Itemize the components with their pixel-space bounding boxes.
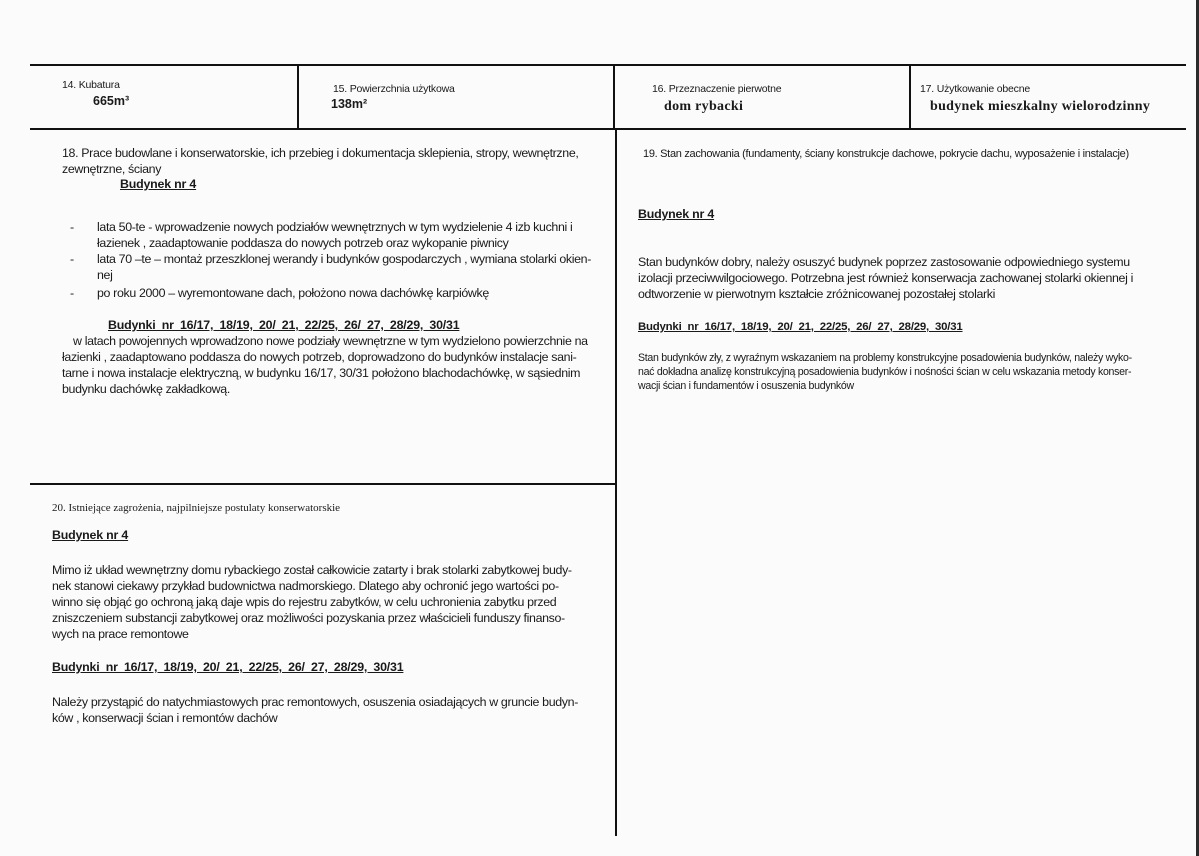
section-20-para1-line: nek stanowi ciekawy przykład budownictwa nadmorskiego. Dlatego aby ochronić jego wartości po- [52,579,559,593]
header-divider-2 [613,64,615,130]
section-19-para2-line: wacji ścian i fundamentów i osuszenia budynków [638,380,854,392]
table-top-rule [30,64,1186,66]
section-19-heading-budynek-4: Budynek nr 4 [638,207,715,221]
section-19-heading-budynki: Budynki nr 16/17, 18/19, 20/ 21, 22/25, 26/ 27, 28/29, 30/31 [638,321,963,333]
powierzchnia-value: 138m² [331,97,368,111]
powierzchnia-label: 15. Powierzchnia użytkowa [333,83,455,95]
header-divider-1 [297,64,299,130]
section-20-para1-line: winno się objąć go ochroną jaką daje wpis do rejestru zabytków, w celu uchronienia zabytku przed [52,595,557,609]
przeznaczenie-label: 16. Przeznaczenie pierwotne [652,83,782,95]
section-18-heading-budynki: Budynki nr 16/17, 18/19, 20/ 21, 22/25, 26/ 27, 28/29, 30/31 [108,318,460,332]
section-18-para-line: budynku dachówkę zakładkową. [62,382,230,396]
section-18-title-line1: 18. Prace budowlane i konserwatorskie, ich przebieg i dokumentacja sklepienia, stropy, wewnętrzne, [62,146,579,160]
section-20-para2-line: ków , konserwacji ścian i remontów dachów [52,711,278,725]
section-19-title: 19. Stan zachowania (fundamenty, ściany konstrukcje dachowe, pokrycie dachu, wyposażenie i instalacje) [643,148,1129,160]
section-18-para-line: łazienki , zaadaptowano poddasza do nowych potrzeb, doprowadzono do budynków instalacje sani- [62,350,577,364]
section-20-para2-line: Należy przystąpić do natychmiastowych prac remontowych, osuszenia osiadających w gruncie budyn- [52,695,578,709]
section-20-heading-budynek-4: Budynek nr 4 [52,528,129,542]
kubatura-value: 665m³ [93,94,130,108]
section-20-para1-line: wych na prace remontowe [52,627,189,641]
section-18-20-rule [30,483,616,485]
section-19-para2-line: Stan budynków zły, z wyraźnym wskazaniem na problemy konstrukcyjne posadowienia budynków, należy wyko- [638,352,1132,364]
section-19-para1-line: odtworzenie w pierwotnym kształcie zróżnicowanej pozostałej stolarki [638,287,996,301]
section-18-para-line: w latach powojennych wprowadzono nowe podziały wewnętrzne w tym wydzielono powierzchnie na [73,334,588,348]
section-19-para1-line: Stan budynków dobry, należy osuszyć budynek poprzez zastosowanie odpowiedniego systemu [638,255,1130,269]
kubatura-label: 14. Kubatura [62,79,120,91]
uzytkowanie-value: budynek mieszkalny wielorodzinny [930,99,1151,114]
uzytkowanie-label: 17. Użytkowanie obecne [920,83,1031,95]
przeznaczenie-value: dom rybacki [664,99,744,114]
main-column-divider [615,128,617,836]
section-20-para1-line: zniszczeniem substancji zabytkowej oraz możliwości pozyskania przez właścicieli funduszy finanso- [52,611,565,625]
header-divider-3 [909,64,911,130]
section-18-title-line2: zewnętrzne, ściany [62,162,162,176]
section-20-heading-budynki: Budynki nr 16/17, 18/19, 20/ 21, 22/25, 26/ 27, 28/29, 30/31 [52,660,404,674]
section-18-heading-budynek-4: Budynek nr 4 [120,177,197,191]
section-18-para-line: tarne i nowa instalacje elektryczną, w budynku 16/17, 30/31 położono blachodachówkę, w sąsiednim [62,366,581,380]
header-bottom-rule [30,128,1186,130]
section-20-title: 20. Istniejące zagrożenia, najpilniejsze postulaty konserwatorskie [52,502,341,514]
section-19-para1-line: izolacji przeciwwilgociowego. Potrzebna jest również konserwacja zachowanej stolarki okiennej i [638,271,1133,285]
section-19-para2-line: nać dokładna analizę konstrukcyjną posadowienia budynków i nośności ścian w celu wskazania metody konser- [638,366,1132,378]
document-page: 14. Kubatura 665m³ 15. Powierzchnia użytkowa 138m² 16. Przeznaczenie pierwotne dom rybacki 17. Użytkowanie obecne budynek mieszkalny wielorodzinny 18. Prace budowlane i konserwatorskie, ich przebieg i dokumentacja sklepienia, stropy, wewnętrzne, zewnętrzne, ściany Budynek nr 4 - lata 50-te - wprowadzenie nowych podziałów wewnętrznych w tym wydzielenie 4 izb kuchni i łazienek , zaadaptowanie poddasza do nowych potrzeb oraz wykopanie piwnicy - lata 70 –te – montaż przeszklonej werandy i budynków gospodarczych , wymiana stolarki okien- nej - po roku 2000 – wyremontowane dach, położono nowa dachówkę karpiówkę Budynki nr 16/17, 18/19, 20/ 21, 22/25, 26/ 27, 28/29, 30/31 w latach powojennych wprowadzono nowe podziały wewnętrzne w tym wydzielono powierzchnie na łazienki , zaadaptowano poddasza do nowych potrzeb, doprowadzono do budynków instalacje sani- tarne i nowa instalacje elektryczną, w budynku 16/17, 30/31 położono blachodachówkę, w sąsiednim budynku dachówkę zakładkową. 19. Stan zachowania (fundamenty, ściany konstrukcje dachowe, pokrycie dachu, wyposażenie i instalacje) Budynek nr 4 Stan budynków dobry, należy osuszyć budynek poprzez zastosowanie odpowiedniego systemu izolacji przeciwwilgociowego. Potrzebna jest również konserwacja zachowanej stolarki okiennej i odtworzenie w pierwotnym kształcie zróżnicowanej pozostałej stolarki Budynki nr 16/17, 18/19, 20/ 21, 22/25, 26/ 27, 28/29, 30/31 Stan budynków zły, z wyraźnym wskazaniem na problemy konstrukcyjne posadowienia budynków, należy wyko- nać dokładna analizę konstrukcyjną posadowienia budynków i nośności ścian w celu wskazania metody konser- wacji ścian i fundamentów i osuszenia budynków 20. Istniejące zagrożenia, najpilniejsze postulaty konserwatorskie Budynek nr 4 Mimo iż układ wewnętrzny domu rybackiego został całkowicie zatarty i brak stolarki zabytkowej budy- nek stanowi ciekawy przykład budownictwa nadmorskiego. Dlatego aby ochronić jego wartości po- winno się objąć go ochroną jaką daje wpis do rejestru zabytków, w celu uchronienia zabytku przed zniszczeniem substancji zabytkowej oraz możliwości pozyskania przez właścicieli funduszy finanso- wych na prace remontowe Budynki nr 16/17, 18/19, 20/ 21, 22/25, 26/ 27, 28/29, 30/31 Należy przystąpić do natychmiastowych prac remontowych, osuszenia osiadających w gruncie budyn- ków , konserwacji ścian i remontów dachów [0,0,1199,856]
section-20-para1-line: Mimo iż układ wewnętrzny domu rybackiego został całkowicie zatarty i brak stolarki zabytkowej budy- [52,563,572,577]
